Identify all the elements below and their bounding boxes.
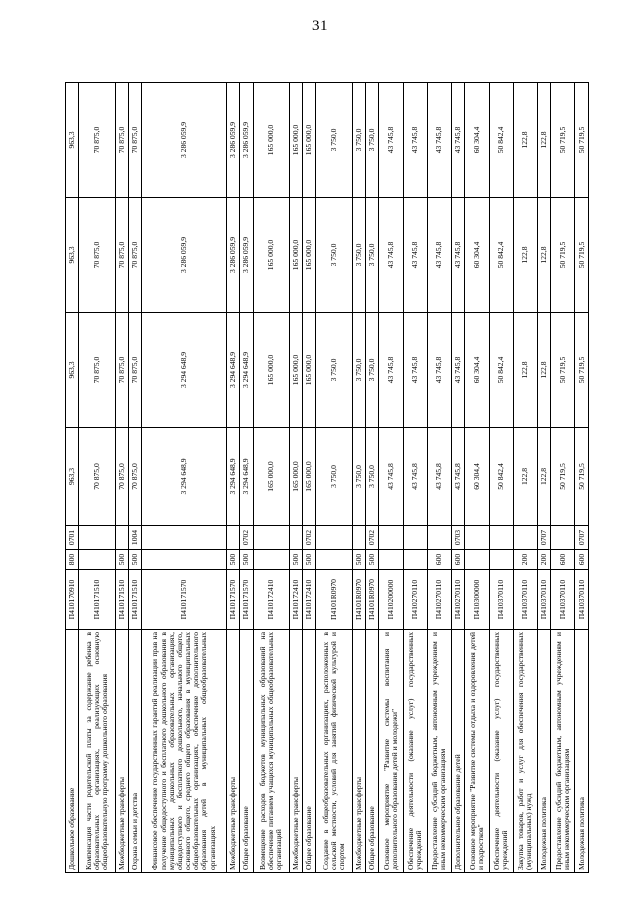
table-row <box>303 83 316 873</box>
target-code-cell: П410270110 <box>403 570 427 630</box>
amount-1-cell: 165 000,0 <box>303 428 316 526</box>
description-cell: Предоставление субсидий бюджетным, автономным учреждениям и иным некоммерческим организациям <box>551 630 575 873</box>
amount-1-cell: 50 719,5 <box>551 428 575 526</box>
target-code-cell: П410171510 <box>79 570 115 630</box>
amount-1-cell: 165 000,0 <box>289 428 302 526</box>
amount-2-cell: 3 750,0 <box>316 313 352 428</box>
expense-type-cell <box>142 550 227 570</box>
expense-type-cell: 800 <box>66 550 79 570</box>
expense-type-cell <box>465 550 489 570</box>
amount-3-cell: 3 750,0 <box>366 198 379 313</box>
expense-type-cell: 600 <box>551 550 575 570</box>
table-row <box>537 83 550 873</box>
table-row <box>253 83 289 873</box>
section-code-cell <box>465 526 489 550</box>
amount-4-cell: 3 750,0 <box>366 83 379 198</box>
description-cell: Предоставление субсидий бюджетным, автономным учреждениям и иным некоммерческим организациям <box>427 630 451 873</box>
target-code-cell: П410200000 <box>379 570 403 630</box>
expense-type-cell: 500 <box>303 550 316 570</box>
amount-3-cell: 3 286 059,9 <box>227 198 240 313</box>
amount-1-cell: 43 745,8 <box>379 428 403 526</box>
amount-3-cell: 70 875,0 <box>79 198 115 313</box>
target-code-cell: П4101R0970 <box>366 570 379 630</box>
amount-2-cell: 50 719,5 <box>575 313 589 428</box>
amount-2-cell: 3 750,0 <box>366 313 379 428</box>
expense-type-cell: 200 <box>513 550 537 570</box>
expense-type-cell <box>489 550 513 570</box>
amount-4-cell: 50 719,5 <box>551 83 575 198</box>
amount-1-cell: 3 750,0 <box>366 428 379 526</box>
amount-2-cell: 165 000,0 <box>303 313 316 428</box>
amount-3-cell: 43 745,8 <box>452 198 465 313</box>
description-cell: Общее образование <box>366 630 379 873</box>
expense-type-cell <box>403 550 427 570</box>
amount-3-cell: 165 000,0 <box>303 198 316 313</box>
amount-3-cell: 50 719,5 <box>551 198 575 313</box>
amount-4-cell: 3 286 059,9 <box>142 83 227 198</box>
table-row <box>79 83 115 873</box>
target-code-cell: П410370110 <box>575 570 589 630</box>
page-number: 31 <box>312 18 328 34</box>
amount-2-cell: 50 719,5 <box>551 313 575 428</box>
table-row <box>427 83 451 873</box>
amount-2-cell: 122,8 <box>537 313 550 428</box>
amount-1-cell: 122,8 <box>537 428 550 526</box>
section-code-cell: 0707 <box>575 526 589 550</box>
amount-4-cell: 122,8 <box>513 83 537 198</box>
section-code-cell <box>427 526 451 550</box>
table-row <box>489 83 513 873</box>
table-row <box>115 83 128 873</box>
amount-4-cell: 3 750,0 <box>352 83 365 198</box>
section-code-cell: 0701 <box>66 526 79 550</box>
amount-4-cell: 3 286 059,9 <box>240 83 253 198</box>
expense-type-cell: 500 <box>289 550 302 570</box>
section-code-cell <box>513 526 537 550</box>
amount-4-cell: 165 000,0 <box>303 83 316 198</box>
target-code-cell: П410270110 <box>452 570 465 630</box>
amount-3-cell: 43 745,8 <box>379 198 403 313</box>
table-row <box>465 83 489 873</box>
table-row <box>575 83 589 873</box>
table-row <box>66 83 79 873</box>
section-code-cell: 0703 <box>452 526 465 550</box>
amount-4-cell: 43 745,8 <box>452 83 465 198</box>
description-cell: Молодежная политика <box>537 630 550 873</box>
table-row <box>227 83 240 873</box>
rotated-budget-table-container <box>65 83 589 873</box>
description-cell: Межбюджетные трансферты <box>227 630 240 873</box>
amount-2-cell: 70 875,0 <box>128 313 141 428</box>
amount-4-cell: 70 875,0 <box>128 83 141 198</box>
amount-3-cell: 165 000,0 <box>289 198 302 313</box>
table-row <box>379 83 403 873</box>
amount-2-cell: 3 294 648,9 <box>142 313 227 428</box>
amount-3-cell: 963,3 <box>66 198 79 313</box>
section-code-cell <box>289 526 302 550</box>
description-cell: Основное мероприятие "Развитие системы воспитания и дополнительного образования детей и молодежи" <box>379 630 403 873</box>
table-row <box>403 83 427 873</box>
description-cell: Обеспечение деятельности (оказание услуг) государственных учреждений <box>489 630 513 873</box>
target-code-cell: П4101R0970 <box>316 570 352 630</box>
section-code-cell <box>316 526 352 550</box>
amount-2-cell: 43 745,8 <box>379 313 403 428</box>
amount-3-cell: 43 745,8 <box>427 198 451 313</box>
amount-4-cell: 50 719,5 <box>575 83 589 198</box>
amount-2-cell: 3 750,0 <box>352 313 365 428</box>
amount-1-cell: 122,8 <box>513 428 537 526</box>
amount-2-cell: 50 842,4 <box>489 313 513 428</box>
description-cell: Межбюджетные трансферты <box>352 630 365 873</box>
table-row <box>128 83 141 873</box>
expense-type-cell: 500 <box>227 550 240 570</box>
amount-2-cell: 43 745,8 <box>427 313 451 428</box>
amount-2-cell: 3 294 648,9 <box>227 313 240 428</box>
amount-1-cell: 165 000,0 <box>253 428 289 526</box>
section-code-cell <box>551 526 575 550</box>
amount-2-cell: 70 875,0 <box>79 313 115 428</box>
section-code-cell <box>379 526 403 550</box>
table-row <box>289 83 302 873</box>
amount-2-cell: 60 304,4 <box>465 313 489 428</box>
target-code-cell: П410270110 <box>427 570 451 630</box>
amount-1-cell: 43 745,8 <box>427 428 451 526</box>
amount-2-cell: 165 000,0 <box>289 313 302 428</box>
expense-type-cell: 200 <box>537 550 550 570</box>
target-code-cell: П410171570 <box>142 570 227 630</box>
amount-4-cell: 70 875,0 <box>115 83 128 198</box>
description-cell: Дополнительное образование детей <box>452 630 465 873</box>
description-cell: Возмещение расходов бюджетов муниципальных образований на обеспечение питанием учащихся муниципальных общеобразовательных организаций <box>253 630 289 873</box>
amount-1-cell: 43 745,8 <box>452 428 465 526</box>
amount-2-cell: 165 000,0 <box>253 313 289 428</box>
section-code-cell: 1004 <box>128 526 141 550</box>
amount-1-cell: 3 294 648,9 <box>240 428 253 526</box>
description-cell: Финансовое обеспечение государственных гарантий реализации прав на получение общедоступного и бесплатного дошкольного образования в муниципальных дошкольных образовательных организациях, общедоступного и бесплатного дошкольного, начального общего, основного общего, среднего общего образования в муниципальных общеобразовательных организациях, обеспечение дополнительного образования детей в муниципальных общеобразовательных организациях <box>142 630 227 873</box>
amount-1-cell: 70 875,0 <box>115 428 128 526</box>
amount-4-cell: 43 745,8 <box>427 83 451 198</box>
amount-4-cell: 165 000,0 <box>253 83 289 198</box>
section-code-cell: 0702 <box>240 526 253 550</box>
amount-3-cell: 3 750,0 <box>352 198 365 313</box>
description-cell: Компенсация части родительской платы за содержание ребенка в образовательных организациях, реализующих основную общеобразовательную программу дошкольного образования <box>79 630 115 873</box>
amount-4-cell: 43 745,8 <box>379 83 403 198</box>
target-code-cell: П410370110 <box>513 570 537 630</box>
expense-type-cell: 500 <box>115 550 128 570</box>
expense-type-cell: 500 <box>352 550 365 570</box>
amount-4-cell: 3 750,0 <box>316 83 352 198</box>
amount-2-cell: 963,3 <box>66 313 79 428</box>
target-code-cell: П410370110 <box>551 570 575 630</box>
amount-4-cell: 43 745,8 <box>403 83 427 198</box>
description-cell: Охрана семьи и детства <box>128 630 141 873</box>
table-row <box>142 83 227 873</box>
section-code-cell <box>403 526 427 550</box>
description-cell: Межбюджетные трансферты <box>289 630 302 873</box>
amount-2-cell: 43 745,8 <box>403 313 427 428</box>
table-row <box>316 83 352 873</box>
amount-3-cell: 50 719,5 <box>575 198 589 313</box>
section-code-cell: 0702 <box>303 526 316 550</box>
expense-type-cell: 600 <box>575 550 589 570</box>
expense-type-cell: 600 <box>427 550 451 570</box>
budget-table <box>65 82 589 873</box>
amount-1-cell: 963,3 <box>66 428 79 526</box>
amount-1-cell: 3 750,0 <box>352 428 365 526</box>
section-code-cell <box>352 526 365 550</box>
expense-type-cell: 500 <box>366 550 379 570</box>
target-code-cell: П4101R0970 <box>352 570 365 630</box>
target-code-cell: П410171570 <box>227 570 240 630</box>
section-code-cell <box>142 526 227 550</box>
amount-3-cell: 3 286 059,9 <box>142 198 227 313</box>
amount-3-cell: 70 875,0 <box>128 198 141 313</box>
amount-4-cell: 122,8 <box>537 83 550 198</box>
section-code-cell: 0707 <box>537 526 550 550</box>
target-code-cell: П410370110 <box>489 570 513 630</box>
amount-4-cell: 3 286 059,9 <box>227 83 240 198</box>
section-code-cell: 0702 <box>366 526 379 550</box>
amount-3-cell: 70 875,0 <box>115 198 128 313</box>
expense-type-cell <box>316 550 352 570</box>
amount-4-cell: 50 842,4 <box>489 83 513 198</box>
amount-3-cell: 50 842,4 <box>489 198 513 313</box>
amount-3-cell: 3 286 059,9 <box>240 198 253 313</box>
description-cell: Дошкольное образование <box>66 630 79 873</box>
expense-type-cell <box>379 550 403 570</box>
table-row <box>551 83 575 873</box>
description-cell: Обеспечение деятельности (оказание услуг) государственных учреждений <box>403 630 427 873</box>
table-row <box>452 83 465 873</box>
amount-1-cell: 70 875,0 <box>128 428 141 526</box>
expense-type-cell: 500 <box>240 550 253 570</box>
target-code-cell: П410172410 <box>253 570 289 630</box>
amount-2-cell: 122,8 <box>513 313 537 428</box>
section-code-cell <box>253 526 289 550</box>
budget-table-body <box>66 83 589 873</box>
table-row <box>513 83 537 873</box>
amount-2-cell: 70 875,0 <box>115 313 128 428</box>
table-row <box>352 83 365 873</box>
amount-3-cell: 165 000,0 <box>253 198 289 313</box>
amount-4-cell: 60 304,4 <box>465 83 489 198</box>
target-code-cell: П410171510 <box>128 570 141 630</box>
amount-4-cell: 165 000,0 <box>289 83 302 198</box>
amount-1-cell: 70 875,0 <box>79 428 115 526</box>
amount-3-cell: 3 750,0 <box>316 198 352 313</box>
amount-1-cell: 50 719,5 <box>575 428 589 526</box>
amount-1-cell: 43 745,8 <box>403 428 427 526</box>
target-code-cell: П410370110 <box>537 570 550 630</box>
section-code-cell <box>79 526 115 550</box>
amount-3-cell: 43 745,8 <box>403 198 427 313</box>
section-code-cell <box>115 526 128 550</box>
description-cell: Межбюджетные трансферты <box>115 630 128 873</box>
amount-1-cell: 3 294 648,9 <box>227 428 240 526</box>
amount-1-cell: 50 842,4 <box>489 428 513 526</box>
section-code-cell <box>227 526 240 550</box>
target-code-cell: П410170910 <box>66 570 79 630</box>
table-row <box>240 83 253 873</box>
amount-3-cell: 122,8 <box>513 198 537 313</box>
description-cell: Общее образование <box>240 630 253 873</box>
description-cell: Создание в общеобразовательных организациях, расположенных в сельской местности, условий для занятий физической культурой и спортом <box>316 630 352 873</box>
amount-1-cell: 3 294 648,9 <box>142 428 227 526</box>
target-code-cell: П410171570 <box>240 570 253 630</box>
target-code-cell: П410172410 <box>303 570 316 630</box>
expense-type-cell <box>253 550 289 570</box>
amount-2-cell: 3 294 648,9 <box>240 313 253 428</box>
amount-3-cell: 122,8 <box>537 198 550 313</box>
amount-1-cell: 3 750,0 <box>316 428 352 526</box>
table-row <box>366 83 379 873</box>
expense-type-cell: 600 <box>452 550 465 570</box>
expense-type-cell <box>79 550 115 570</box>
description-cell: Молодежная политика <box>575 630 589 873</box>
target-code-cell: П410300000 <box>465 570 489 630</box>
target-code-cell: П410172410 <box>289 570 302 630</box>
amount-3-cell: 60 304,4 <box>465 198 489 313</box>
description-cell: Закупка товаров, работ и услуг для обеспечения государственных (муниципальных) нужд <box>513 630 537 873</box>
target-code-cell: П410171510 <box>115 570 128 630</box>
amount-4-cell: 70 875,0 <box>79 83 115 198</box>
amount-1-cell: 60 304,4 <box>465 428 489 526</box>
section-code-cell <box>489 526 513 550</box>
description-cell: Общее образование <box>303 630 316 873</box>
description-cell: Основное мероприятие "Развитие системы отдыха и оздоровления детей и подростков" <box>465 630 489 873</box>
amount-2-cell: 43 745,8 <box>452 313 465 428</box>
amount-4-cell: 963,3 <box>66 83 79 198</box>
expense-type-cell: 500 <box>128 550 141 570</box>
